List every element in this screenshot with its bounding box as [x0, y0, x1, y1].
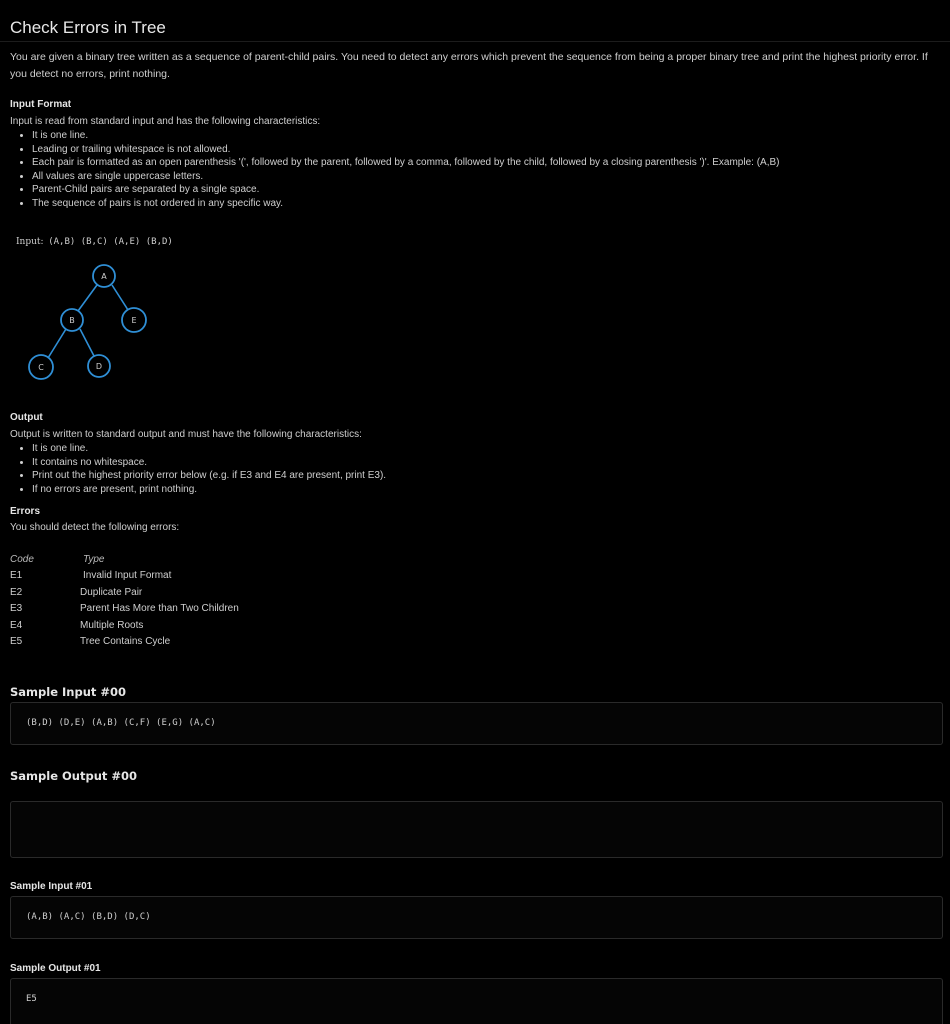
input-format-list [10, 129, 779, 211]
error-type: Invalid Input Format [83, 570, 172, 582]
tree-nodes [29, 265, 146, 379]
sample-input-00-heading: Sample Input #00 [10, 685, 127, 699]
page-title: Check Errors in Tree [10, 18, 166, 37]
sample-output-01-heading: Sample Output #01 [10, 963, 101, 974]
list-item: • It is one line. [32, 129, 779, 143]
tree-edges [48, 285, 128, 358]
error-code: E3 [10, 603, 23, 615]
tree-node-label: A [101, 272, 107, 281]
tree-node-b [61, 309, 83, 331]
output-list [10, 442, 386, 496]
sample-output-00-heading: Sample Output #00 [10, 769, 138, 783]
sample-output-01-code: E5 [26, 994, 37, 1004]
sample-input-01-box[interactable] [10, 896, 943, 939]
list-item: • It contains no whitespace. [32, 456, 386, 470]
list-item: • Print out the highest priority error below (e.g. if E3 and E4 are present, print E3). [32, 469, 386, 483]
title-divider [0, 41, 950, 42]
diagram-caption-label: Input: [16, 237, 44, 247]
tree-node-label: D [95, 362, 103, 371]
sample-input-01-code: (A,B) (A,C) (B,D) (D,C) [26, 912, 151, 922]
list-item: • All values are single uppercase letters. [32, 170, 779, 184]
list-item: • If no errors are present, print nothing. [32, 483, 386, 497]
errors-lead: You should detect the following errors: [10, 522, 180, 533]
output-heading: Output [10, 412, 43, 423]
sample-output-01-box[interactable] [10, 978, 943, 1024]
list-item: • Each pair is formatted as an open parenthesis '(', followed by the parent, followed by a comma, followed by the child, followed by a closing parenthesis ')'. Example: (A,B) [32, 156, 779, 170]
column-header-code: Code [10, 554, 34, 565]
problem-intro: You are given a binary tree written as a sequence of parent-child pairs. You need to detect any errors which prevent the sequence from being a proper binary tree and print the highest priority error. If you detect no errors, print nothing. [10, 51, 928, 80]
tree-node-a [93, 265, 115, 287]
error-code: E5 [10, 635, 23, 647]
input-format-lead: Input is read from standard input and has the following characteristics: [10, 116, 321, 127]
error-code: E1 [10, 570, 23, 582]
list-item: • Parent-Child pairs are separated by a single space. [32, 183, 779, 197]
binary-tree-diagram [0, 255, 170, 385]
edge-a-e [112, 285, 128, 310]
input-format-heading: Input Format [10, 99, 72, 110]
edge-a-b [78, 285, 97, 311]
tree-node-e [122, 308, 146, 332]
error-type: Parent Has More than Two Children [80, 603, 239, 615]
column-header-type: Type [83, 554, 105, 565]
list-item: • Leading or trailing whitespace is not allowed. [32, 143, 779, 157]
edge-b-d [80, 329, 94, 356]
sample-input-01-heading: Sample Input #01 [10, 881, 93, 892]
error-type: Duplicate Pair [80, 586, 143, 598]
tree-node-c [29, 355, 53, 379]
list-item: • The sequence of pairs is not ordered in any specific way. [32, 197, 779, 211]
error-code: E4 [10, 619, 23, 631]
sample-input-00-code: (B,D) (D,E) (A,B) (C,F) (E,G) (A,C) [26, 718, 216, 728]
tree-node-label: C [38, 363, 44, 372]
list-item: • It is one line. [32, 442, 386, 456]
sample-output-00-box[interactable] [10, 801, 943, 858]
error-type: Tree Contains Cycle [80, 635, 171, 647]
diagram-caption-code: (A,B) (B,C) (A,E) (B,D) [48, 237, 173, 247]
diagram-caption [16, 236, 173, 247]
sample-input-00-box[interactable] [10, 702, 943, 745]
edge-b-c [48, 329, 66, 358]
tree-node-d [88, 355, 110, 377]
tree-node-label: E [131, 316, 137, 325]
tree-node-label: B [69, 316, 75, 325]
error-type: Multiple Roots [80, 619, 144, 631]
output-lead: Output is written to standard output and must have the following characteristics: [10, 429, 362, 440]
errors-heading: Errors [10, 506, 41, 517]
error-code: E2 [10, 586, 23, 598]
